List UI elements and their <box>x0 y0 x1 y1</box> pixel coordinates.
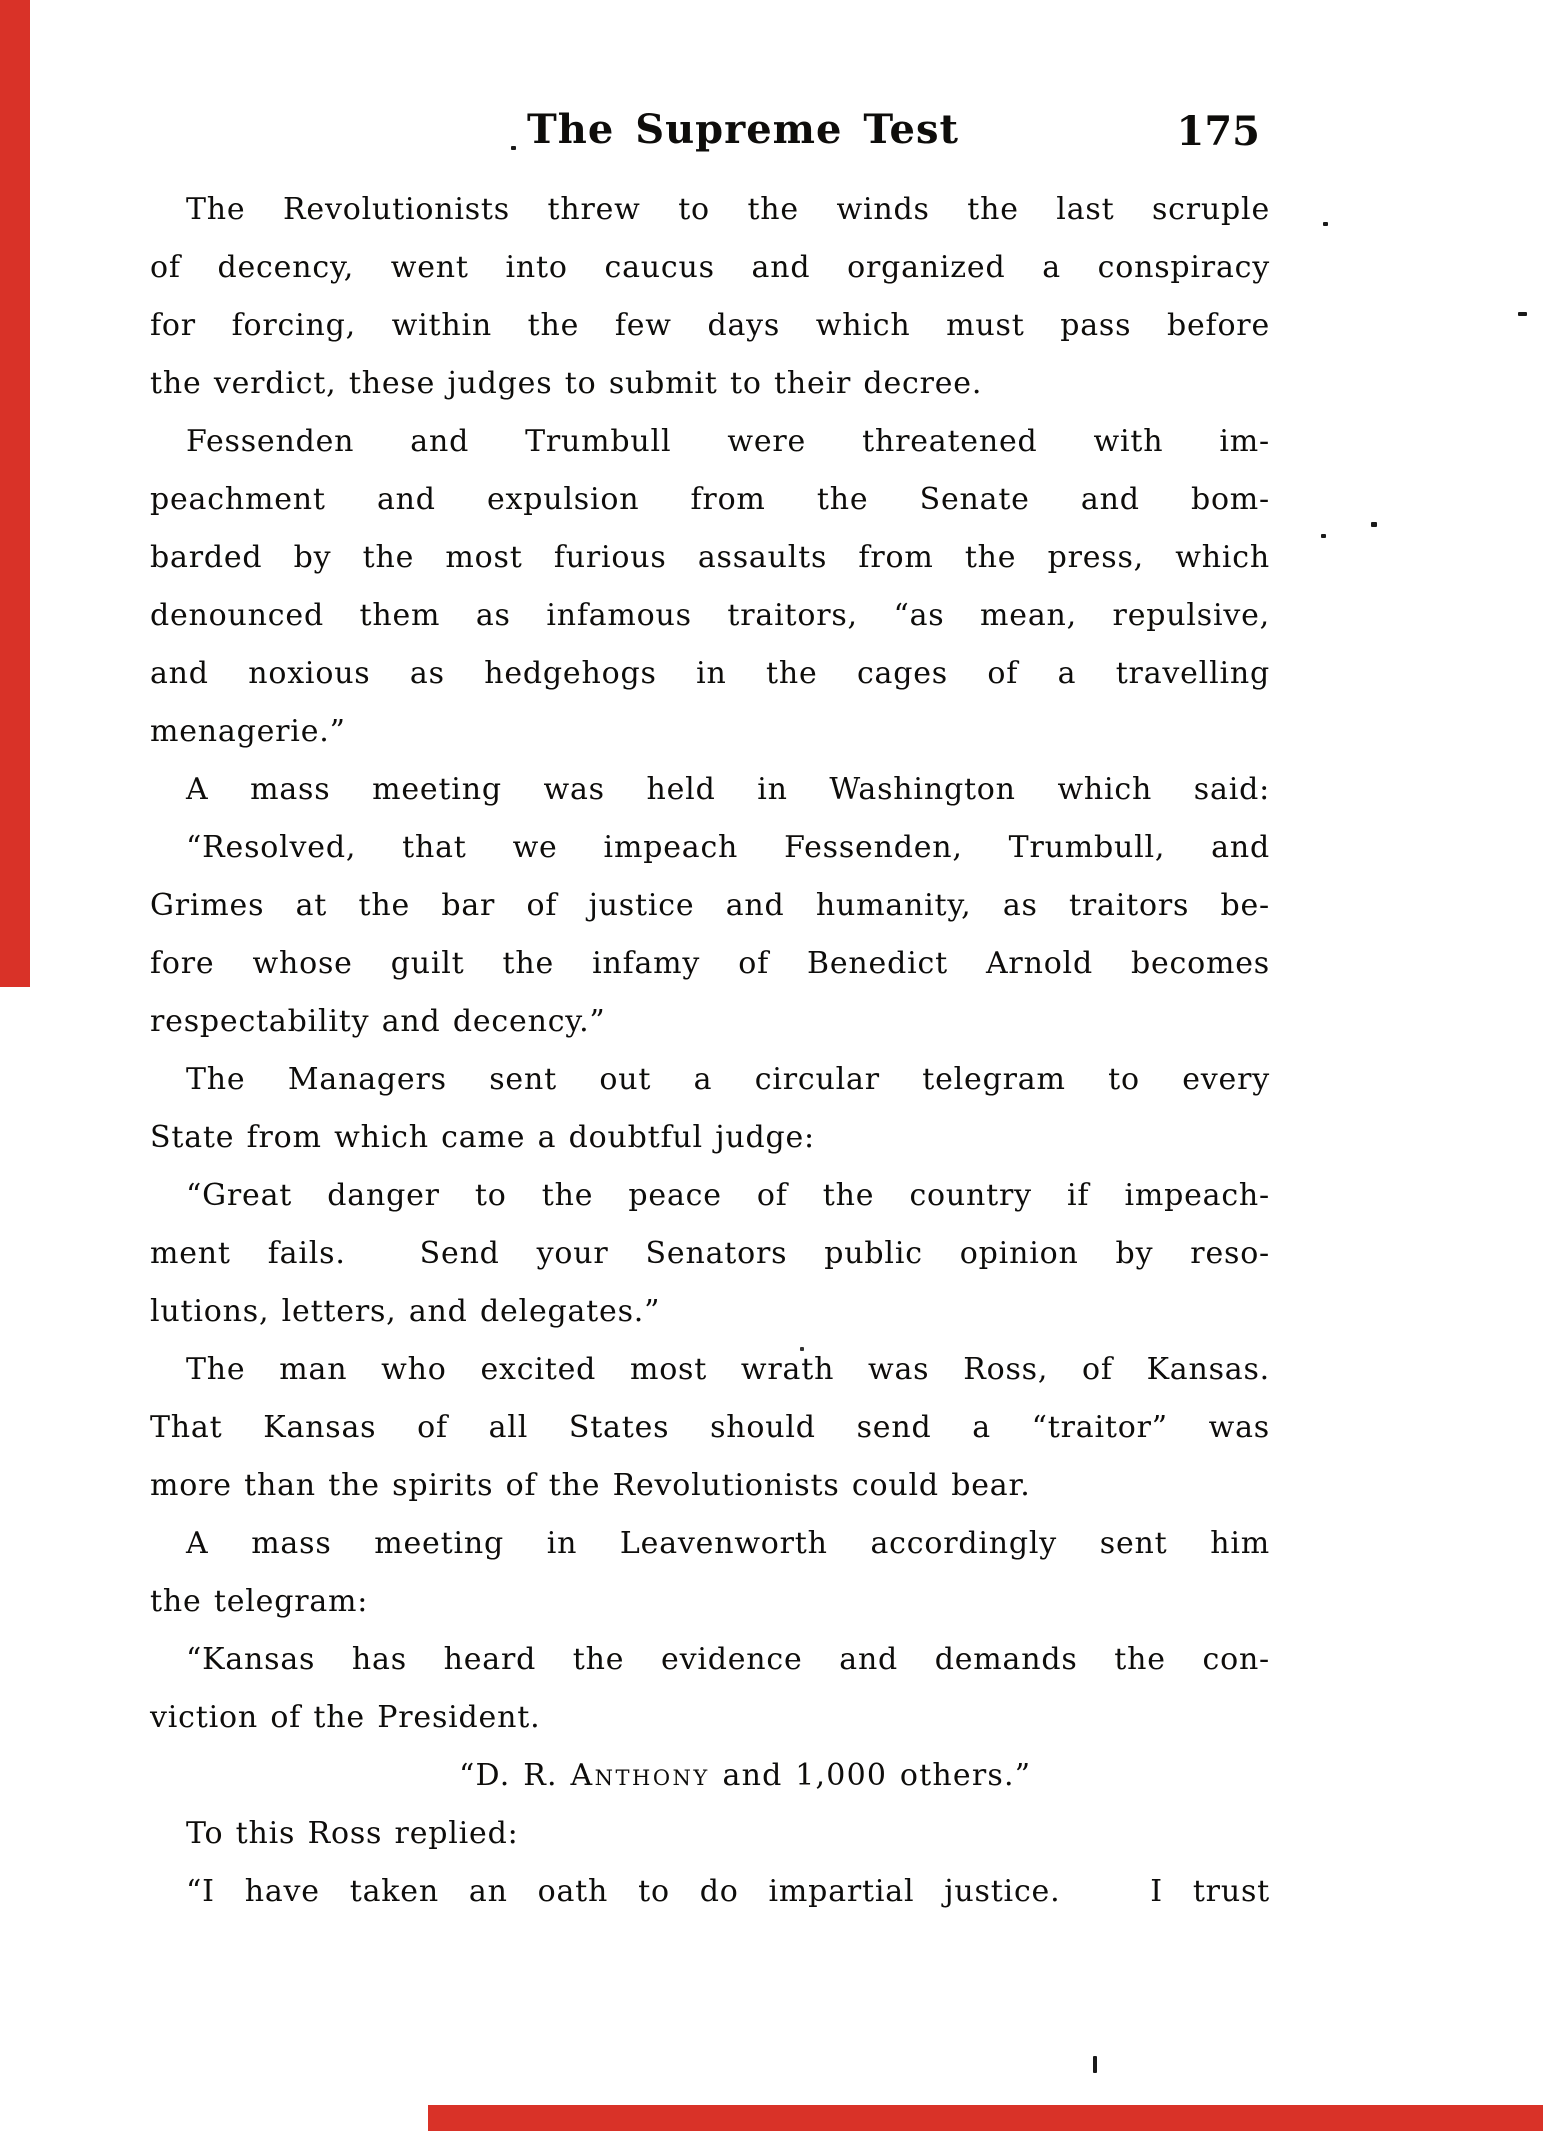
text-line: more than the spirits of the Revolutionists could bear. <box>150 1468 1031 1503</box>
text-line: lutions, letters, and delegates.” <box>150 1294 661 1329</box>
para-kansas-demands <box>150 1631 1270 1747</box>
para-leavenworth <box>150 1515 1270 1631</box>
text-line: ment fails. Send your Senators public opinion by reso- <box>150 1236 1270 1271</box>
text-line: “I have taken an oath to do impartial justice. I trust <box>186 1874 1270 1909</box>
text-line: “Great danger to the peace of the country if impeach- <box>186 1178 1270 1213</box>
text-line: Fessenden and Trumbull were threatened with im- <box>186 424 1270 459</box>
text-line: “Kansas has heard the evidence and demands the con- <box>186 1642 1270 1677</box>
running-header <box>150 106 1270 162</box>
scan-speck <box>800 1347 804 1351</box>
page-header-title-text: The Supreme Test <box>526 106 959 153</box>
text-line: To this Ross replied: <box>186 1816 519 1851</box>
text-line: Grimes at the bar of justice and humanity, as traitors be- <box>150 888 1270 923</box>
text-line: menagerie.” <box>150 714 346 749</box>
text-line: and noxious as hedgehogs in the cages of a travelling <box>150 656 1270 691</box>
scan-speck <box>1371 522 1377 527</box>
page-header-title <box>183 106 1303 153</box>
signature-line <box>150 1747 1270 1805</box>
para-mass-meeting-washington <box>150 761 1270 819</box>
para-fessenden-trumbull <box>150 413 1270 761</box>
text-line: The man who excited most wrath was Ross, of Kansas. <box>186 1352 1270 1387</box>
para-resolved <box>150 819 1270 1051</box>
scan-speck <box>1323 222 1328 226</box>
text-line: The Revolutionists threw to the winds the last scruple <box>186 192 1270 227</box>
text-line: The Managers sent out a circular telegram to every <box>186 1062 1270 1097</box>
scan-tick-mark <box>1093 2056 1097 2073</box>
para-ross-replied <box>150 1805 1270 1863</box>
body-text-block <box>150 181 1270 1921</box>
para-ross-of-kansas <box>150 1341 1270 1515</box>
scan-edge-red-bar-bottom <box>428 2105 1543 2131</box>
text-line: fore whose guilt the infamy of Benedict Arnold becomes <box>150 946 1270 981</box>
text-line: of decency, went into caucus and organized a conspiracy <box>150 250 1270 285</box>
text-line: peachment and expulsion from the Senate and bom- <box>150 482 1270 517</box>
para-great-danger <box>150 1167 1270 1341</box>
scan-speck <box>511 146 516 150</box>
signature-name: Anthony <box>570 1758 710 1793</box>
text-line: viction of the President. <box>150 1700 541 1735</box>
text-line: the telegram: <box>150 1584 369 1619</box>
page-number: 175 <box>1176 108 1260 155</box>
text-line: A mass meeting in Leavenworth accordingly sent him <box>186 1526 1270 1561</box>
text-line: the verdict, these judges to submit to their decree. <box>150 366 983 401</box>
text-line: A mass meeting was held in Washington which said: <box>186 772 1270 807</box>
para-revolutionists <box>150 181 1270 413</box>
text-line: barded by the most furious assaults from the press, which <box>150 540 1270 575</box>
text-line: denounced them as infamous traitors, “as mean, repulsive, <box>150 598 1270 633</box>
text-line: for forcing, within the few days which must pass before <box>150 308 1270 343</box>
text-line <box>150 1747 1270 1805</box>
scan-speck <box>1321 534 1326 538</box>
scan-edge-red-bar-left <box>0 0 30 987</box>
text-line: “Resolved, that we impeach Fessenden, Trumbull, and <box>186 830 1270 865</box>
text-line: That Kansas of all States should send a “traitor” was <box>150 1410 1270 1445</box>
para-managers-telegram <box>150 1051 1270 1167</box>
text-line: respectability and decency.” <box>150 1004 606 1039</box>
para-oath <box>150 1863 1270 1921</box>
scan-speck <box>1518 312 1527 316</box>
signature-text: “D. R. <box>459 1758 571 1793</box>
text-line: State from which came a doubtful judge: <box>150 1120 815 1155</box>
signature-text: and 1,000 others.” <box>709 1758 1032 1793</box>
